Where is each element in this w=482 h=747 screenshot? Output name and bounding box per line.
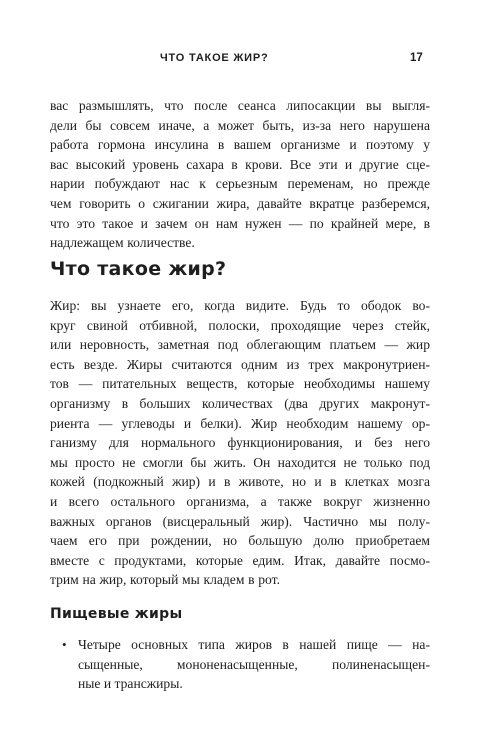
subsection-heading: Пищевые жиры bbox=[50, 606, 183, 622]
text-line: чаем его при рождении, но большую долю приобретаем bbox=[50, 533, 430, 549]
text-line: риента — углеводы и белки). Жир необходим нашему ор- bbox=[50, 415, 430, 431]
text-line: круг свиной отбивной, полоски, проходящие через стейк, bbox=[50, 317, 430, 333]
text-line: нарии побуждают нас к серьезным переменам, но прежде bbox=[50, 176, 430, 192]
text-line: Жир: вы узнаете его, когда видите. Будь то ободок во- bbox=[50, 298, 430, 313]
text-line: и всего остального организма, а также вокруг жизненно bbox=[50, 493, 430, 509]
text-line: или неровность, заметная под облегающим платьем — жир bbox=[50, 337, 430, 353]
text-line: Четыре основных типа жиров в нашей пище — на- bbox=[78, 637, 430, 652]
page-number: 17 bbox=[410, 52, 423, 64]
text-line: вас высокий уровень сахара в крови. Все эти и другие сце- bbox=[50, 156, 430, 172]
text-line: чем говорить о сжигании жира, давайте вкратце разберемся, bbox=[50, 195, 430, 211]
text-line: работа гормона инсулина в вашем организме и поэтому у bbox=[50, 137, 430, 153]
text-line: надлежащем количестве. bbox=[50, 235, 195, 251]
text-line: дели бы совсем иначе, а может быть, из-за него нарушена bbox=[50, 117, 430, 133]
text-line: кожей (подкожный жир) и в животе, но и в клетках мозга bbox=[50, 474, 430, 490]
text-line: вместе с продуктами, которые едим. Итак, давайте посмо- bbox=[50, 552, 430, 568]
text-line: ные и трансжиры. bbox=[78, 676, 183, 692]
running-title: ЧТО ТАКОЕ ЖИР? bbox=[160, 52, 269, 64]
text-line: организму в больших количествах (два других макронут- bbox=[50, 395, 430, 411]
text-line: трим на жир, который мы кладем в рот. bbox=[50, 572, 280, 588]
text-line: есть везде. Жиры считаются одним из трех макронутриен- bbox=[50, 356, 430, 372]
text-line: ганизму для нормального функционирования, и без него bbox=[50, 435, 430, 451]
bullet-list bbox=[62, 635, 430, 694]
text-line: тов — питательных веществ, которые необходимы нашему bbox=[50, 376, 430, 392]
text-line: вас размышлять, что после сеанса липосакции вы выгля- bbox=[50, 98, 430, 113]
text-line: сыщенные, мононенасыщенные, полиненасыщен- bbox=[78, 656, 430, 672]
section-heading: Что такое жир? bbox=[50, 258, 227, 280]
text-line: что это такое и зачем он нам нужен — по крайней мере, в bbox=[50, 215, 430, 231]
paragraph-what-is-fat bbox=[50, 296, 430, 590]
paragraph-intro bbox=[50, 96, 430, 253]
text-line: важных органов (висцеральный жир). Частично мы полу- bbox=[50, 513, 430, 529]
text-line: мы просто не смогли бы жить. Он находится не только под bbox=[50, 454, 430, 470]
list-item bbox=[78, 635, 430, 694]
bullet-icon: • bbox=[62, 637, 67, 652]
